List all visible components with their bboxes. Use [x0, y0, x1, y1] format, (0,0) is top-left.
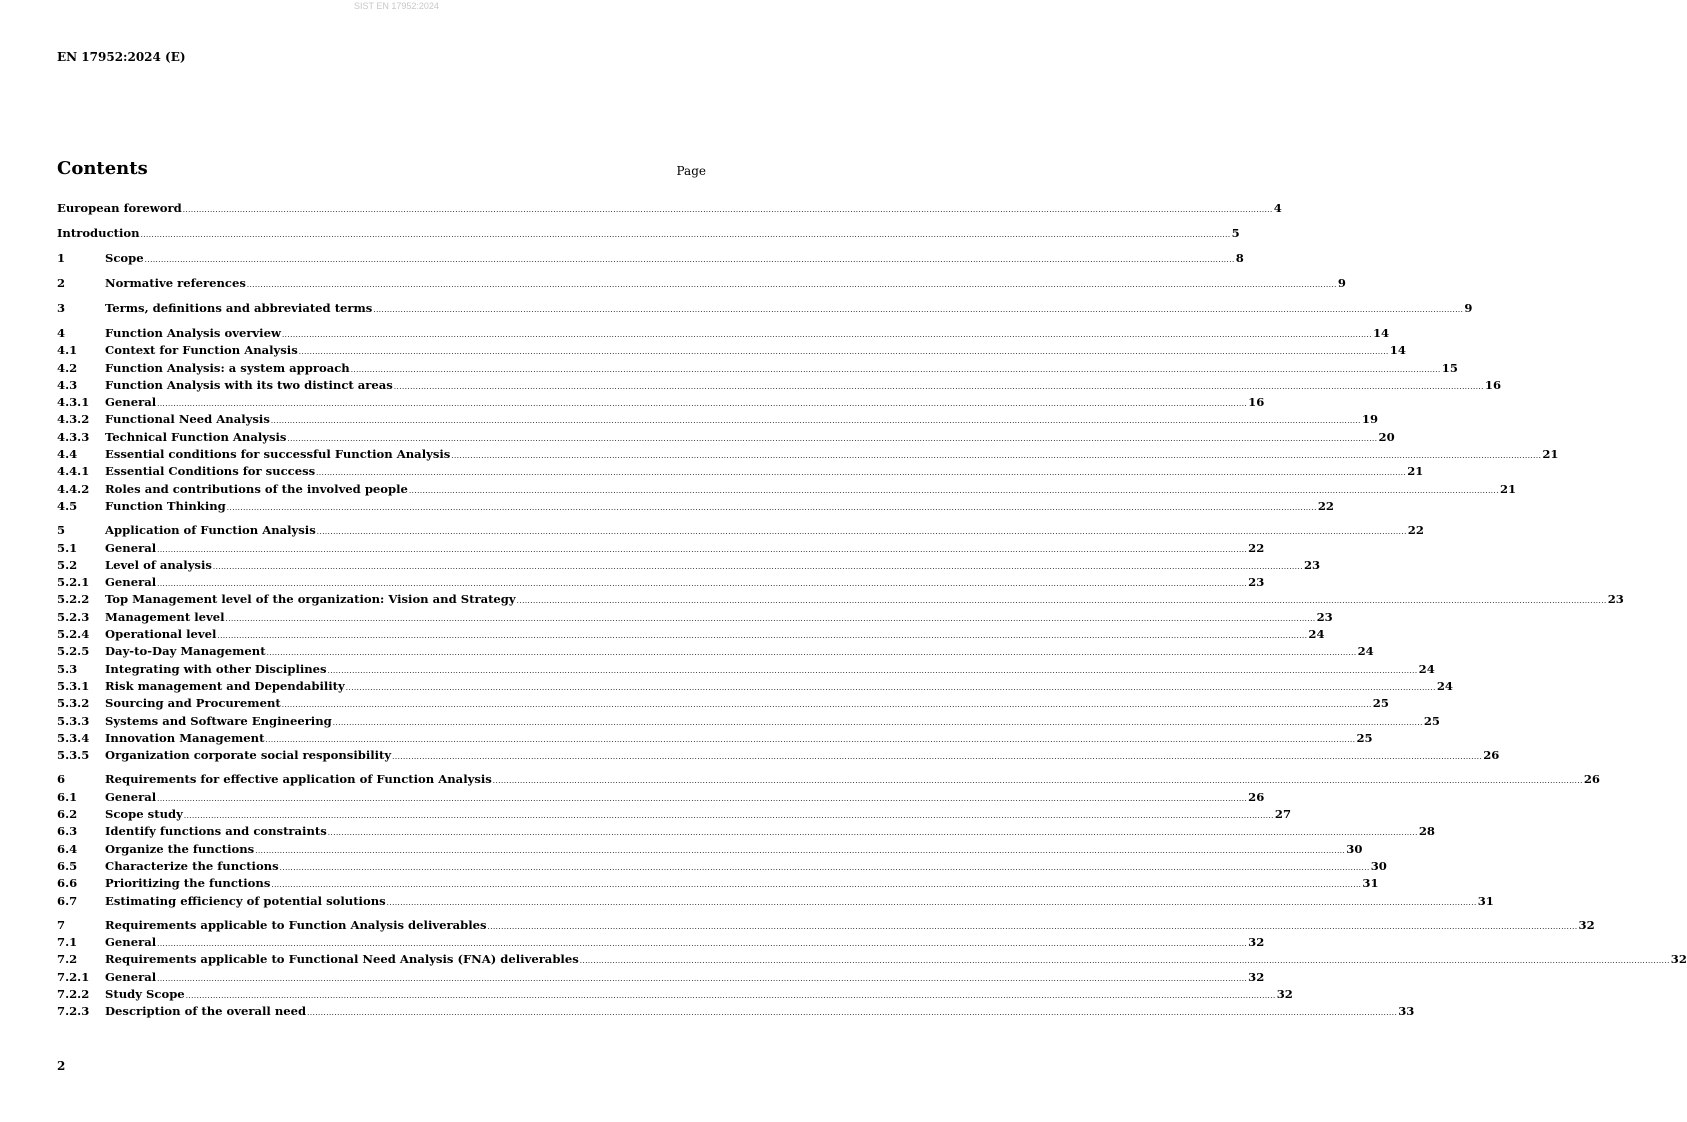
toc-entry[interactable]: [57, 748, 1500, 765]
toc-entry-number: 6.4: [57, 841, 78, 856]
toc-entry[interactable]: [57, 523, 1424, 540]
toc-entry-page: 22: [1317, 498, 1334, 513]
table-of-contents: [57, 201, 1687, 1029]
toc-dot-leader: ................................................................................................................................................................................................................................................................................................................................................................................................................: [265, 735, 1356, 744]
toc-entry[interactable]: [57, 301, 1473, 319]
toc-entry[interactable]: [57, 772, 1600, 789]
toc-group: [57, 201, 1282, 219]
toc-entry-title: General: [105, 935, 157, 950]
toc-entry-page: 16: [1484, 377, 1502, 392]
toc-entry-title: General: [105, 395, 157, 410]
toc-entry-number: 7.2.3: [57, 1004, 90, 1019]
toc-entry-number: 4.3.2: [57, 412, 90, 427]
toc-entry-title: Level of analysis: [105, 557, 212, 572]
toc-entry-title: Top Management level of the organization: Vision and Strategy: [105, 592, 516, 607]
toc-entry-title: Requirements applicable to Function Analysis deliverables: [105, 917, 487, 932]
contents-title: Contents: [57, 158, 148, 179]
toc-entry[interactable]: [57, 276, 1346, 294]
toc-entry-number: 6.5: [57, 858, 78, 873]
toc-group: [57, 523, 1624, 765]
page-column-label: Page: [676, 164, 706, 178]
toc-entry-number: 6.7: [57, 893, 78, 908]
toc-entry[interactable]: [57, 429, 1395, 447]
toc-entry-number: 7.2.1: [57, 969, 90, 984]
toc-dot-leader: ................................................................................................................................................................................................................................................................................................................................................................................................................: [307, 1009, 1398, 1018]
toc-dot-leader: ................................................................................................................................................................................................................................................................................................................................................................................................................: [157, 940, 1248, 949]
toc-entry-title: Identify functions and constraints: [105, 824, 327, 839]
toc-entry[interactable]: [57, 343, 1406, 360]
toc-entry-number: 5.2.2: [57, 592, 90, 607]
toc-entry[interactable]: [57, 824, 1435, 841]
toc-entry[interactable]: [57, 807, 1292, 824]
toc-entry-number: 4.4.1: [57, 464, 90, 479]
toc-entry[interactable]: [57, 952, 1687, 969]
toc-entry-page: 32: [1248, 935, 1265, 950]
toc-dot-leader: ................................................................................................................................................................................................................................................................................................................................................................................................................: [316, 528, 1407, 537]
toc-entry-title: Introduction: [57, 226, 140, 240]
toc-entry-title: General: [105, 575, 157, 590]
toc-dot-leader: ................................................................................................................................................................................................................................................................................................................................................................................................................: [298, 348, 1389, 357]
toc-entry-page: 28: [1418, 824, 1435, 839]
toc-entry[interactable]: [57, 360, 1458, 378]
toc-dot-leader: ................................................................................................................................................................................................................................................................................................................................................................................................................: [350, 365, 1441, 374]
toc-entry-number: 4.4.2: [57, 481, 90, 496]
toc-dot-leader: ................................................................................................................................................................................................................................................................................................................................................................................................................: [345, 683, 1436, 692]
toc-entry-page: 23: [1607, 592, 1624, 607]
toc-entry-number: 4.3: [57, 377, 78, 392]
toc-group: [57, 226, 1240, 244]
toc-entry[interactable]: [57, 661, 1435, 679]
toc-dot-leader: ................................................................................................................................................................................................................................................................................................................................................................................................................: [327, 829, 1418, 838]
toc-entry-page: 30: [1346, 841, 1363, 856]
toc-entry-title: Organization corporate social responsibility: [105, 748, 392, 763]
toc-entry-page: 26: [1483, 748, 1500, 763]
toc-dot-leader: ................................................................................................................................................................................................................................................................................................................................................................................................................: [255, 846, 1346, 855]
toc-entry-page: 21: [1499, 481, 1517, 496]
toc-dot-leader: ................................................................................................................................................................................................................................................................................................................................................................................................................: [225, 614, 1316, 623]
toc-entry-title: Study Scope: [105, 986, 185, 1001]
toc-entry-title: Systems and Software Engineering: [105, 713, 332, 728]
toc-entry-page: 25: [1356, 730, 1373, 745]
toc-entry-page: 31: [1477, 893, 1494, 908]
toc-entry-page: 23: [1316, 609, 1333, 624]
toc-entry-title: Application of Function Analysis: [105, 523, 316, 538]
toc-entry-number: 5.2.1: [57, 575, 90, 590]
toc-dot-leader: ................................................................................................................................................................................................................................................................................................................................................................................................................: [157, 794, 1248, 803]
toc-entry-page: 24: [1436, 678, 1453, 693]
toc-entry-number: 5.3.5: [57, 748, 90, 763]
watermark: SIST EN 17952:2024: [354, 1, 439, 11]
toc-entry[interactable]: [57, 730, 1373, 748]
toc-entry[interactable]: [57, 876, 1379, 893]
toc-entry-number: 4.1: [57, 343, 78, 358]
toc-dot-leader: ................................................................................................................................................................................................................................................................................................................................................................................................................: [144, 256, 1235, 264]
toc-entry-title: Function Analysis: a system approach: [105, 360, 350, 375]
toc-entry-number: 5.2: [57, 557, 78, 572]
toc-dot-leader: ................................................................................................................................................................................................................................................................................................................................................................................................................: [316, 469, 1407, 478]
toc-entry-title: Function Analysis overview: [105, 326, 281, 340]
toc-entry-page: 16: [1248, 395, 1265, 410]
toc-entry-title: Scope: [105, 251, 144, 265]
toc-entry-title: Description of the overall need: [105, 1004, 307, 1019]
toc-entry[interactable]: [57, 481, 1517, 499]
toc-entry-title: Scope study: [105, 807, 183, 822]
toc-entry-number: 6.1: [57, 789, 78, 804]
toc-entry-title: Function Analysis with its two distinct areas: [105, 377, 393, 392]
toc-entry-number: 6.2: [57, 807, 78, 822]
toc-entry[interactable]: [57, 893, 1494, 911]
toc-entry-title: Essential conditions for successful Function Analysis: [105, 447, 451, 462]
toc-entry-number: 6.3: [57, 824, 78, 839]
toc-entry-title: Day-to-Day Management: [105, 644, 266, 659]
toc-entry-page: 24: [1308, 627, 1325, 642]
toc-dot-leader: ................................................................................................................................................................................................................................................................................................................................................................................................................: [408, 486, 1499, 495]
toc-entry[interactable]: [57, 326, 1390, 343]
toc-entry-title: Sourcing and Procurement: [105, 696, 281, 711]
toc-dot-leader: ................................................................................................................................................................................................................................................................................................................................................................................................................: [386, 898, 1477, 907]
toc-entry[interactable]: [57, 395, 1265, 412]
toc-entry-number: 5.2.5: [57, 644, 90, 659]
toc-entry-page: 30: [1370, 858, 1387, 873]
toc-entry-title: Function Thinking: [105, 498, 226, 513]
toc-entry-page: 21: [1542, 447, 1559, 462]
toc-entry[interactable]: [57, 841, 1363, 859]
toc-entry-title: European foreword: [57, 201, 182, 215]
toc-entry-title: General: [105, 789, 157, 804]
toc-entry-number: 5: [57, 523, 66, 538]
toc-entry[interactable]: [57, 713, 1440, 731]
toc-entry-page: 19: [1361, 412, 1379, 427]
toc-entry-title: Innovation Management: [105, 730, 265, 745]
toc-entry-title: Requirements for effective application of Function Analysis: [105, 772, 492, 787]
toc-entry[interactable]: [57, 1004, 1415, 1021]
toc-entry-title: General: [105, 969, 157, 984]
toc-entry[interactable]: [57, 644, 1374, 661]
toc-entry-page: 23: [1303, 557, 1321, 572]
toc-entry[interactable]: [57, 592, 1624, 609]
toc-entry-page: 32: [1276, 986, 1293, 1001]
toc-dot-leader: ................................................................................................................................................................................................................................................................................................................................................................................................................: [579, 957, 1670, 966]
toc-entry-page: 5: [1231, 226, 1240, 240]
toc-dot-leader: ................................................................................................................................................................................................................................................................................................................................................................................................................: [492, 777, 1583, 786]
toc-entry-page: 26: [1248, 789, 1265, 804]
toc-entry-number: 4.3.3: [57, 429, 90, 444]
toc-entry[interactable]: [57, 498, 1334, 516]
toc-group: [57, 326, 1559, 516]
toc-dot-leader: ................................................................................................................................................................................................................................................................................................................................................................................................................: [140, 231, 1231, 239]
toc-entry-page: 8: [1235, 251, 1244, 265]
toc-entry[interactable]: [57, 609, 1333, 627]
toc-entry-page: 24: [1418, 661, 1435, 676]
toc-entry-number: 5.3: [57, 661, 78, 676]
toc-entry-title: Technical Function Analysis: [105, 429, 287, 444]
toc-entry[interactable]: [57, 464, 1424, 481]
toc-entry[interactable]: [57, 696, 1389, 713]
toc-entry-number: 5.1: [57, 540, 78, 555]
toc-entry-number: 6.6: [57, 876, 78, 891]
toc-dot-leader: ................................................................................................................................................................................................................................................................................................................................................................................................................: [327, 666, 1418, 675]
toc-entry-title: Roles and contributions of the involved people: [105, 481, 408, 496]
toc-entry-number: 2: [57, 276, 66, 290]
toc-entry-number: 4.3.1: [57, 395, 90, 410]
toc-entry-title: Risk management and Dependability: [105, 678, 345, 693]
toc-group: [57, 251, 1244, 269]
toc-entry-number: 4: [57, 326, 66, 340]
toc-entry[interactable]: [57, 678, 1453, 696]
toc-dot-leader: ................................................................................................................................................................................................................................................................................................................................................................................................................: [183, 812, 1274, 821]
toc-dot-leader: ................................................................................................................................................................................................................................................................................................................................................................................................................: [487, 922, 1578, 931]
toc-dot-leader: ................................................................................................................................................................................................................................................................................................................................................................................................................: [392, 753, 1483, 762]
toc-entry-number: 5.2.3: [57, 609, 90, 624]
toc-entry-number: 5.2.4: [57, 627, 90, 642]
toc-group: [57, 301, 1473, 319]
toc-entry-page: 25: [1372, 696, 1389, 711]
toc-entry-page: 27: [1274, 807, 1292, 822]
toc-entry-title: Organize the functions: [105, 841, 255, 856]
toc-entry-page: 32: [1578, 917, 1595, 932]
toc-entry[interactable]: [57, 935, 1265, 952]
toc-entry-number: 5.3.1: [57, 678, 90, 693]
toc-entry-title: Terms, definitions and abbreviated terms: [105, 301, 373, 315]
toc-dot-leader: ................................................................................................................................................................................................................................................................................................................................................................................................................: [270, 417, 1361, 426]
toc-entry[interactable]: [57, 412, 1379, 429]
toc-entry-number: 5.3.3: [57, 713, 90, 728]
toc-entry-number: 4.2: [57, 360, 78, 375]
toc-entry-page: 31: [1362, 876, 1379, 891]
toc-group: [57, 772, 1600, 910]
toc-entry-page: 33: [1398, 1004, 1415, 1019]
toc-entry-page: 9: [1464, 301, 1473, 315]
toc-dot-leader: ................................................................................................................................................................................................................................................................................................................................................................................................................: [157, 400, 1248, 409]
toc-entry[interactable]: [57, 858, 1387, 876]
toc-entry-number: 7.2.2: [57, 986, 90, 1001]
page-number: 2: [57, 1059, 66, 1073]
toc-entry-title: Characterize the functions: [105, 858, 279, 873]
toc-entry[interactable]: [57, 251, 1244, 269]
toc-entry-number: 5.3.2: [57, 696, 90, 711]
toc-dot-leader: ................................................................................................................................................................................................................................................................................................................................................................................................................: [516, 597, 1607, 606]
toc-entry-number: 7.1: [57, 935, 78, 950]
toc-dot-leader: ................................................................................................................................................................................................................................................................................................................................................................................................................: [281, 701, 1372, 710]
toc-group: [57, 917, 1687, 1022]
toc-entry[interactable]: [57, 377, 1502, 395]
toc-entry-page: 23: [1248, 575, 1265, 590]
toc-entry-title: Requirements applicable to Functional Need Analysis (FNA) deliverables: [105, 952, 579, 967]
toc-entry-page: 26: [1583, 772, 1600, 787]
toc-entry[interactable]: [57, 540, 1265, 558]
toc-entry-page: 20: [1378, 429, 1395, 444]
toc-entry-title: Functional Need Analysis: [105, 412, 270, 427]
toc-entry-page: 24: [1357, 644, 1374, 659]
toc-dot-leader: ................................................................................................................................................................................................................................................................................................................................................................................................................: [246, 281, 1337, 289]
toc-entry-number: 1: [57, 251, 66, 265]
toc-dot-leader: ................................................................................................................................................................................................................................................................................................................................................................................................................: [212, 562, 1303, 571]
toc-entry-title: Prioritizing the functions: [105, 876, 271, 891]
toc-entry[interactable]: [57, 917, 1595, 935]
toc-entry-page: 14: [1372, 326, 1390, 340]
toc-dot-leader: ................................................................................................................................................................................................................................................................................................................................................................................................................: [157, 545, 1248, 554]
toc-group: [57, 276, 1346, 294]
toc-entry-number: 6: [57, 772, 66, 787]
toc-dot-leader: ................................................................................................................................................................................................................................................................................................................................................................................................................: [279, 863, 1370, 872]
toc-entry-page: 25: [1423, 713, 1440, 728]
toc-entry[interactable]: [57, 575, 1265, 592]
toc-dot-leader: ................................................................................................................................................................................................................................................................................................................................................................................................................: [217, 632, 1308, 641]
toc-dot-leader: ................................................................................................................................................................................................................................................................................................................................................................................................................: [281, 331, 1372, 339]
document-id: EN 17952:2024 (E): [57, 50, 186, 64]
toc-entry-page: 21: [1407, 464, 1424, 479]
toc-entry-number: 7.2: [57, 952, 78, 967]
toc-entry-number: 4.5: [57, 498, 78, 513]
toc-dot-leader: ................................................................................................................................................................................................................................................................................................................................................................................................................: [287, 434, 1378, 443]
toc-dot-leader: ................................................................................................................................................................................................................................................................................................................................................................................................................: [182, 206, 1273, 214]
toc-entry[interactable]: [57, 226, 1240, 244]
toc-entry[interactable]: [57, 969, 1265, 987]
toc-dot-leader: ................................................................................................................................................................................................................................................................................................................................................................................................................: [373, 306, 1464, 314]
toc-entry-title: Integrating with other Disciplines: [105, 661, 327, 676]
toc-entry-page: 22: [1248, 540, 1265, 555]
toc-dot-leader: ................................................................................................................................................................................................................................................................................................................................................................................................................: [271, 881, 1362, 890]
toc-entry[interactable]: [57, 447, 1559, 464]
toc-dot-leader: ................................................................................................................................................................................................................................................................................................................................................................................................................: [157, 974, 1248, 983]
toc-entry-page: 15: [1441, 360, 1458, 375]
toc-entry-page: 32: [1248, 969, 1265, 984]
toc-dot-leader: ................................................................................................................................................................................................................................................................................................................................................................................................................: [157, 580, 1248, 589]
toc-entry-title: General: [105, 540, 157, 555]
toc-dot-leader: ................................................................................................................................................................................................................................................................................................................................................................................................................: [266, 649, 1357, 658]
toc-entry-title: Context for Function Analysis: [105, 343, 298, 358]
toc-entry-title: Estimating efficiency of potential solutions: [105, 893, 386, 908]
toc-entry-number: 3: [57, 301, 66, 315]
toc-entry-title: Operational level: [105, 627, 217, 642]
toc-dot-leader: ................................................................................................................................................................................................................................................................................................................................................................................................................: [451, 452, 1542, 461]
toc-entry-title: Normative references: [105, 276, 246, 290]
toc-entry-number: 7: [57, 917, 66, 932]
toc-entry[interactable]: [57, 201, 1282, 219]
toc-entry-number: 4.4: [57, 447, 78, 462]
toc-entry[interactable]: [57, 557, 1321, 575]
toc-dot-leader: ................................................................................................................................................................................................................................................................................................................................................................................................................: [332, 718, 1423, 727]
toc-entry-number: 5.3.4: [57, 730, 90, 745]
toc-dot-leader: ................................................................................................................................................................................................................................................................................................................................................................................................................: [226, 503, 1317, 512]
toc-entry[interactable]: [57, 986, 1293, 1004]
toc-dot-leader: ................................................................................................................................................................................................................................................................................................................................................................................................................: [393, 382, 1484, 391]
toc-entry-title: Essential Conditions for success: [105, 464, 316, 479]
toc-entry-page: 14: [1389, 343, 1406, 358]
toc-entry-page: 4: [1273, 201, 1282, 215]
toc-dot-leader: ................................................................................................................................................................................................................................................................................................................................................................................................................: [185, 991, 1276, 1000]
toc-entry-title: Management level: [105, 609, 225, 624]
toc-entry-page: 22: [1407, 523, 1424, 538]
toc-entry[interactable]: [57, 789, 1265, 807]
toc-entry-page: 9: [1337, 276, 1346, 290]
toc-entry[interactable]: [57, 627, 1325, 644]
toc-entry-page: 32: [1670, 952, 1687, 967]
